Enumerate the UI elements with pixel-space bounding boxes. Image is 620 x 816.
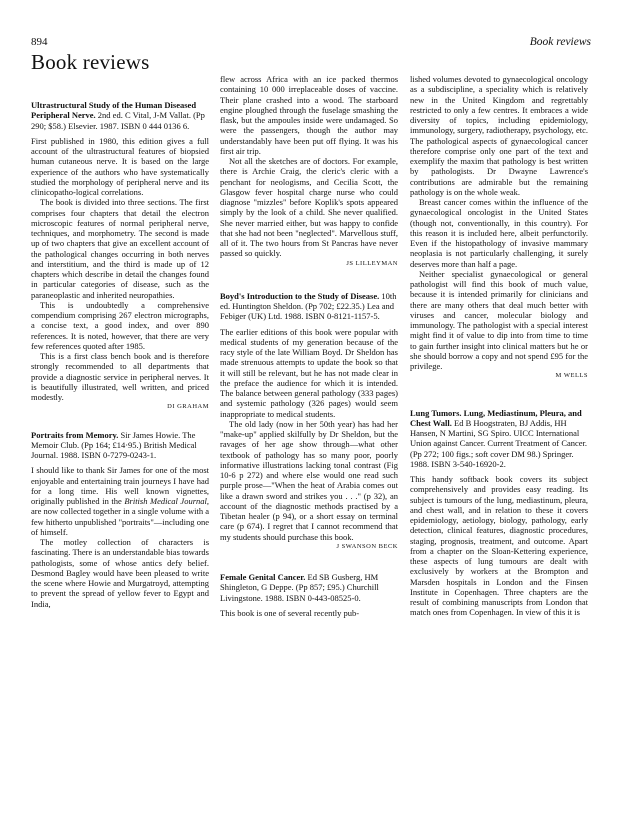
review-paragraph: flew across Africa with an ice packed thermos containing 10 000 irreplaceable doses of vaccine. Their plane crashed into a wood. The starboard engine ploughed through the fuselage smashing the flask, but the ampoules inside were undamaged. So were the passengers, though the author may understandably have been put off flying. It was his first air trip.	[220, 74, 398, 156]
review-paragraph: The book is divided into three sections. The first comprises four chapters that detail the electron microscopic features of normal peripheral nerve, techniques, and morphometry. The second is made up of two chapters that give an excellent account of the pathological changes occurring in both nerves and interstitium, and the third is made up of 12 chapters which describe in detail the changes found in particular categories of disease, such as the paraneoplastic and inherited neuropathies.	[31, 197, 209, 300]
book-title: Boyd's Introduction to the Study of Disease.	[220, 290, 380, 301]
review-paragraph: I should like to thank Sir James for one of the most enjoyable and entertaining train journeys I have had for a long time. His well known vignettes, originally published in the British Medical Journal, are now collected together in a single volume with a few hitherto unpublished "portraits"—including one of himself.	[31, 465, 209, 537]
review-paragraph: This book is one of several recently pub-	[220, 607, 360, 618]
review-paragraph: This is undoubtedly a comprehensive compendium comprising 267 electron micrographs, a concise text, a good index, and over 890 references. It is noted, however, that there are very few references quoted after 1985.	[31, 299, 209, 351]
section-title: Book reviews	[31, 50, 150, 74]
book-citation: Sir James Howie. The Memoir Club. (Pp 164; £14·95.) British Medical Journal. 1988. ISBN 0-7279-0243-1.	[31, 429, 197, 460]
book-citation: 10th ed. Huntington Sheldon. (Pp 702; £22.35.) Lea and Febiger (UK) Ltd. 1988. ISBN 0-8121-1157-5.	[220, 290, 397, 322]
reviewer-signature: DI GRAHAM	[167, 403, 209, 411]
running-header: Book reviews	[529, 36, 591, 48]
book-title: Lung Tumors. Lung, Mediastinum, Pleura, and Chest Wall.	[410, 407, 582, 428]
column-3	[410, 74, 588, 618]
review-paragraph: Breast cancer comes within the influence of the gynaecological oncologist in the United States (though not, conventionally, in this country). For this reason it is included here, albeit perfunctorily. Even if the histopathology of invasive mammary neoplasia is not particularly challenging, it surely deserves more than half a page.	[410, 197, 588, 269]
review-paragraph: The earlier editions of this book were popular with medical students of my generation because of the racy style of the late William Boyd. Dr Sheldon has made strenuous attempts to update the book so that it will still be relevant, but he has not made clear in the preface the audience for which it is intended. The balance between general pathology (333 pages) and systemic pathology (326 pages) would seem inappropriate to medical students.	[220, 326, 398, 419]
review-paragraph: First published in 1980, this edition gives a full account of the ultrastructural features of biopsied human cutaneous nerve. It is based on the large experience of the authors who have systematically studied the morphology of peripheral nerve and its clinicopatho-logical correlations.	[31, 135, 209, 197]
book-citation: Ed SB Gusberg, HM Shingleton, G Deppe. (Pp 857; £95.) Churchill Livingstone. 1988. ISBN 0-443-08525-0.	[220, 572, 379, 603]
reviewer-signature: J SWANSON BECK	[336, 542, 398, 550]
book-title: Ultrastructural Study of the Human Diseased Peripheral Nerve.	[31, 100, 197, 121]
review-heading-3	[220, 291, 398, 322]
review-paragraph: The old lady (now in her 50th year) has had her "make-up" applied skilfully by Dr Sheldon, but the ravages of her age show through—what other textbook of pathology has so many poor, poorly informative illustrations lacking tonal contrast (Fig 10-6 p 272) and where else would one read such purple prose—"When the heat of Arabia comes out like a drawn sword and strikes you . . ." (p 32), an account of the diagnostic methods practised by a Tibetan healer (p 94), or a short essay on terminal care (p 674). I regret that I cannot recommend that my students should purchase this book.	[220, 418, 398, 542]
review-paragraph: The motley collection of characters is fascinating. There is an understandable bias towards pathologists, some of whose antics defy belief. Desmond Bagley would have been pleased to write the scene where Howie and Murgatroyd, attempting to prevent the spread of yellow fever to Egypt and India,	[31, 537, 209, 609]
review-heading-5	[410, 408, 588, 470]
reviewer-signature: JS LILLEYMAN	[346, 259, 398, 267]
review-heading-4	[220, 572, 398, 603]
page-number: 894	[31, 36, 48, 48]
book-citation: 2nd ed. C Vital, J-M Vallat. (Pp 290; $58.) Elsevier. 1987. ISBN 0 444 0136 6.	[31, 110, 205, 131]
book-title: Female Genital Cancer.	[220, 572, 306, 582]
journal-name: British Medical Journal	[124, 496, 207, 506]
review-heading-1	[31, 100, 209, 131]
reviewer-signature: M WELLS	[555, 372, 588, 380]
review-paragraph: Not all the sketches are of doctors. For example, there is Archie Craig, the cleric's cleric with a penchant for neologisms, and Cecilia Scott, the Glasgow fever hospital charge nurse who could diagnose "mizzles" before Koplik's spots appeared simply by the look of a child. She never qualified. She never married either, but was happy to confide that she had not been "neglected". Marvellous stuff, all of it. The two hours from St Pancras have never passed so quickly.	[220, 156, 398, 259]
column-2	[220, 74, 398, 618]
review-paragraph: This handy softback book covers its subject comprehensively and provides easy reading. Its subject is tumours of the lung, mediastinum, pleura, and chest wall, and in relation to these it covers epidemiology, aetiology, biology, pathology, early detection, clinical features, diagnostic procedures, staging, prognosis, treatment, and outcome. Apart from a chapter on the Sloan-Kettering experience, these aspects of lung tumours are dealt with exclusively by workers at the Brompton and Marsden hospitals in London and the Finsen Institute in Copenhagen. Three chapters are the result of combining manuscripts from London that match ones from Copenhagen. In view of this it is	[410, 474, 588, 618]
review-paragraph: lished volumes devoted to gynaecological oncology as a subdiscipline, a speciality which is relatively new in the United Kingdom and regrettably restricted to only a few centres. It embraces a wide diversity of topics, including epidemiology, immunology, surgery, radiotherapy, psychology, etc. The pathological aspects of gynaecological cancer therefore comprise only one part of the text and exemplify the maxim that pathology is best written by pathologists. Dr Dwayne Lawrence's contributions are admirable but the remaining pathology is on the whole weak.	[410, 74, 588, 197]
column-1	[31, 100, 209, 609]
review-paragraph: This is a first class bench book and is therefore strongly recommended to all departments that provide a diagnostic service in peripheral nerves. It is beautifully illustrated, well written, and priced modestly.	[31, 351, 209, 402]
review-paragraph: Neither specialist gynaecological or general pathologist will find this book of much value, because it is intended primarily for clinicians and there are many others that deal much better with viruses and cancer, molecular biology and immunology. The pathologist with a special interest might find it of value to dip into from time to time to gain further insight into clinical matters but he or she should borrow a copy and not spend £95 for the privilege.	[410, 268, 588, 371]
review-heading-2	[31, 430, 209, 461]
book-citation: Ed B Hoogstraten, BJ Addis, HH Hansen, N Martini, SG Spiro. UICC International Union against Cancer. Current Treatment of Cancer. (Pp 272; 100 figs.; soft cover DM 98.) Springer. 1988. ISBN 3-540-16920-2.	[410, 417, 588, 469]
book-title: Portraits from Memory.	[31, 429, 119, 440]
